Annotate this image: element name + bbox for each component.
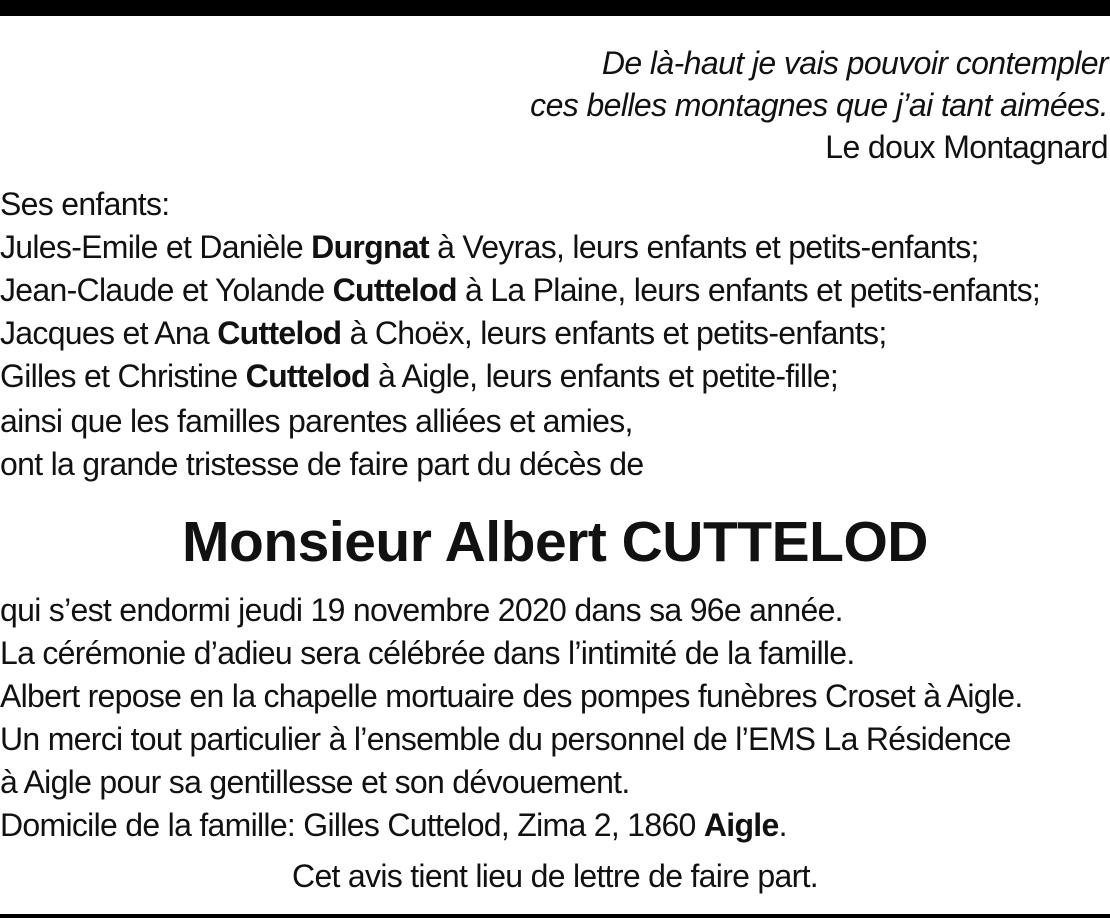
domicile-suffix: .	[778, 807, 787, 843]
entry-surname: Cuttelod	[332, 272, 457, 308]
children-heading: Ses enfants:	[0, 186, 170, 222]
children-entry	[0, 312, 1110, 355]
domicile-city: Aigle	[703, 807, 779, 843]
entry-surname: Cuttelod	[245, 358, 370, 394]
entry-rest: à Choëx, leurs enfants et petits-enfants;	[341, 315, 887, 351]
bottom-rule	[0, 914, 1110, 918]
quote-author: Le doux Montagnard	[825, 129, 1108, 165]
entry-names: Jacques et Ana	[0, 315, 218, 351]
children-list	[0, 183, 1110, 398]
details-line-5: à Aigle pour sa gentillesse et son dévouement.	[0, 764, 630, 800]
entry-rest: à Aigle, leurs enfants et petite-fille;	[369, 358, 839, 394]
top-rule	[0, 0, 1110, 16]
details-line-2: La cérémonie d’adieu sera célébrée dans l’intimité de la famille.	[0, 635, 855, 671]
family-line-1: ainsi que les familles parentes alliées et amies,	[0, 403, 633, 439]
entry-names: Jules-Emile et Danièle	[0, 229, 312, 265]
quote-line-2: ces belles montagnes que j’ai tant aimées.	[530, 87, 1108, 123]
family-domicile	[0, 804, 1110, 847]
entry-rest: à La Plaine, leurs enfants et petits-enfants;	[456, 272, 1041, 308]
epigraph-quote	[530, 42, 1108, 168]
children-entry	[0, 355, 1110, 398]
entry-names: Gilles et Christine	[0, 358, 246, 394]
domicile-prefix: Domicile de la famille: Gilles Cuttelod, Zima 2, 1860	[0, 807, 704, 843]
funeral-details	[0, 589, 1110, 847]
entry-rest: à Veyras, leurs enfants et petits-enfants;	[428, 229, 979, 265]
children-entry	[0, 226, 1110, 269]
family-announcement	[0, 400, 1110, 486]
details-line-1: qui s’est endormi jeudi 19 novembre 2020 dans sa 96e année.	[0, 592, 843, 628]
deceased-name: Monsieur Albert CUTTELOD	[182, 510, 928, 574]
children-entry	[0, 269, 1110, 312]
entry-names: Jean-Claude et Yolande	[0, 272, 333, 308]
family-line-2: ont la grande tristesse de faire part du décès de	[0, 446, 644, 482]
quote-line-1: De là-haut je vais pouvoir contempler	[601, 45, 1108, 81]
closing-note: Cet avis tient lieu de lettre de faire part.	[292, 858, 818, 894]
entry-surname: Cuttelod	[217, 315, 342, 351]
details-line-3: Albert repose en la chapelle mortuaire des pompes funèbres Croset à Aigle.	[0, 678, 1023, 714]
entry-surname: Durgnat	[311, 229, 429, 265]
details-line-4: Un merci tout particulier à l’ensemble du personnel de l’EMS La Résidence	[0, 721, 1011, 757]
